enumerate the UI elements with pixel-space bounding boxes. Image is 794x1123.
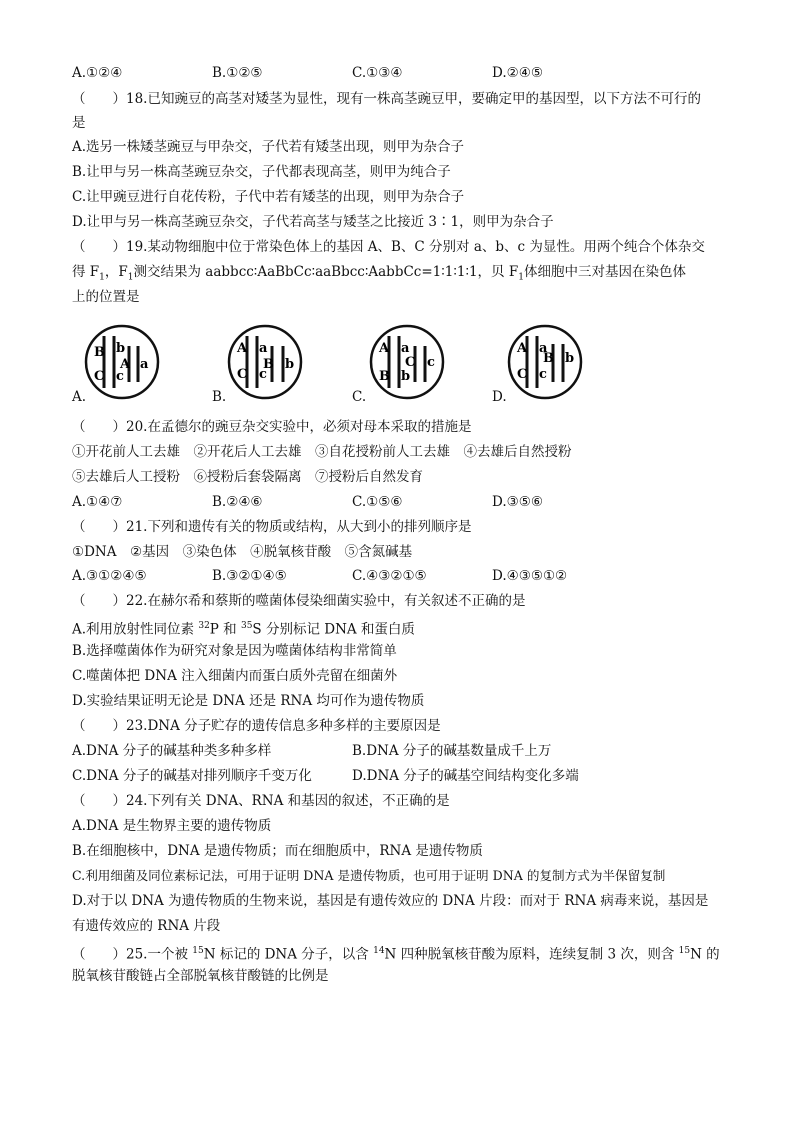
- gene-label: B: [94, 345, 105, 360]
- gene-label: C: [237, 367, 248, 382]
- q18-stem: （ ）18.已知豌豆的高茎对矮茎为显性，现有一株高茎豌豆甲，要确定甲的基因型，以下方法不可行的: [72, 91, 701, 107]
- q24-stem: （ ）24.下列有关 DNA、RNA 和基因的叙述，不正确的是: [72, 793, 450, 809]
- q19-stem: （ ）19.某动物细胞中位于常染色体上的基因 A、B、C 分别对 a、b、c 为显性。用两个纯合个体杂交: [72, 239, 705, 255]
- gene-label: A: [379, 341, 390, 356]
- q18-option-d: D.让甲与另一株高茎豌豆杂交，子代若高茎与矮茎之比接近 3∶1，则甲为杂合子: [72, 214, 554, 230]
- gene-label: A: [120, 357, 131, 372]
- q23-option-c: C.DNA 分子的碱基对排列顺序千变万化: [72, 768, 312, 784]
- gene-label: a: [401, 341, 410, 356]
- gene-label: B: [263, 357, 274, 372]
- gene-label: b: [401, 369, 411, 384]
- q17-option-d: D.②④⑤: [492, 65, 543, 81]
- q19-stem-cont2: 上的位置是: [72, 289, 140, 305]
- gene-label: c: [259, 367, 267, 382]
- q20-items-cont: ⑤去雄后人工授粉 ⑥授粉后套袋隔离 ⑦授粉后自然发育: [72, 469, 423, 485]
- q24-option-d: D.对于以 DNA 为遗传物质的生物来说，基因是有遗传效应的 DNA 片段：而对于 RNA 病毒来说，基因是: [72, 893, 709, 909]
- q23-option-b: B.DNA 分子的碱基数量成千上万: [352, 743, 552, 759]
- q20-items: ①开花前人工去雄 ②开花后人工去雄 ③自花授粉前人工去雄 ④去雄后自然授粉: [72, 444, 572, 460]
- q22-stem: （ ）22.在赫尔希和蔡斯的噬菌体侵染细菌实验中，有关叙述不正确的是: [72, 593, 526, 609]
- q24-option-b: B.在细胞核中，DNA 是遗传物质；而在细胞质中，RNA 是遗传物质: [72, 843, 483, 859]
- gene-label: A: [237, 341, 248, 356]
- q22-option-b: B.选择噬菌体作为研究对象是因为噬菌体结构非常简单: [72, 643, 397, 659]
- q19-figure-a: [82, 322, 162, 402]
- gene-label: c: [116, 369, 124, 384]
- q21-option-c: C.④③②①⑤: [352, 568, 427, 584]
- q19-figure-c: [367, 322, 447, 402]
- q19-figure-label-c: C.: [352, 389, 367, 405]
- q21-option-b: B.③②①④⑤: [212, 568, 287, 584]
- gene-label: a: [140, 357, 149, 372]
- q20-option-c: C.①⑤⑥: [352, 494, 403, 510]
- q22-option-c: C.噬菌体把 DNA 注入细菌内而蛋白质外壳留在细菌外: [72, 668, 398, 684]
- q18-option-b: B.让甲与另一株高茎豌豆杂交，子代都表现高茎，则甲为纯合子: [72, 164, 451, 180]
- q21-option-a: A.③①②④⑤: [72, 568, 147, 584]
- q21-stem: （ ）21.下列和遗传有关的物质或结构，从大到小的排列顺序是: [72, 519, 472, 535]
- q17-option-a: A.①②④: [72, 65, 123, 81]
- q19-figure-label-a: A.: [72, 389, 87, 405]
- q22-option-d: D.实验结果证明无论是 DNA 还是 RNA 均可作为遗传物质: [72, 693, 425, 709]
- q25-stem-cont: 脱氧核苷酸链占全部脱氧核苷酸链的比例是: [72, 968, 329, 984]
- q20-option-a: A.①④⑦: [72, 494, 123, 510]
- q18-option-a: A.选另一株矮茎豌豆与甲杂交，子代若有矮茎出现，则甲为杂合子: [72, 139, 465, 155]
- q20-option-d: D.③⑤⑥: [492, 494, 543, 510]
- q19-stem-cont: 得 $F_1$，$F_1$测交结果为 aabbcc∶AaBbCc∶aaBbcc∶AabbCc=1∶1∶1∶1，贝 $F_1$体细胞中三对基因在染色体: [72, 264, 686, 283]
- gene-label: c: [427, 355, 435, 370]
- q21-items: ①DNA ②基因 ③染色体 ④脱氧核苷酸 ⑤含氮碱基: [72, 544, 413, 560]
- q24-option-c: C.利用细菌及同位素标记法，可用于证明 DNA 是遗传物质，也可用于证明 DNA 的复制方式为半保留复制: [72, 868, 666, 883]
- q19-figure-d: [505, 322, 585, 402]
- gene-label: C: [517, 367, 528, 382]
- gene-label: B: [379, 369, 390, 384]
- q17-option-b: B.①②⑤: [212, 65, 263, 81]
- gene-label: a: [259, 341, 268, 356]
- q17-option-c: C.①③④: [352, 65, 403, 81]
- q23-option-a: A.DNA 分子的碱基种类多种多样: [72, 743, 272, 759]
- q23-stem: （ ）23.DNA 分子贮存的遗传信息多种多样的主要原因是: [72, 718, 441, 734]
- q19-figure-label-b: B.: [212, 389, 227, 405]
- q19-figure-label-d: D.: [492, 389, 507, 405]
- gene-label: b: [565, 351, 575, 366]
- gene-label: c: [539, 367, 547, 382]
- q18-stem-cont: 是: [72, 115, 86, 131]
- q22-option-a: A.利用放射性同位素 $^{32}$P 和 $^{35}$S 分别标记 DNA 和蛋白质: [72, 621, 415, 638]
- q21-option-d: D.④③⑤①②: [492, 568, 568, 584]
- gene-label: C: [405, 355, 416, 370]
- q24-option-d-cont: 有遗传效应的 RNA 片段: [72, 918, 221, 934]
- gene-label: B: [543, 351, 554, 366]
- q24-option-a: A.DNA 是生物界主要的遗传物质: [72, 818, 272, 834]
- gene-label: a: [539, 341, 548, 356]
- q23-option-d: D.DNA 分子的碱基空间结构变化多端: [352, 768, 579, 784]
- q20-option-b: B.②④⑥: [212, 494, 263, 510]
- q18-option-c: C.让甲豌豆进行自花传粉，子代中若有矮茎的出现，则甲为杂合子: [72, 189, 465, 205]
- gene-label: A: [517, 341, 528, 356]
- gene-label: b: [285, 357, 295, 372]
- q19-figure-b: [225, 322, 305, 402]
- gene-label: b: [116, 341, 126, 356]
- gene-label: C: [94, 369, 105, 384]
- q20-stem: （ ）20.在孟德尔的豌豆杂交实验中，必须对母本采取的措施是: [72, 419, 472, 435]
- q25-stem: （ ）25.一个被 $^{15}$N 标记的 DNA 分子，以含 $^{14}$N 四种脱氧核苷酸为原料，连续复制 3 次，则含 $^{15}$N 的: [72, 946, 720, 963]
